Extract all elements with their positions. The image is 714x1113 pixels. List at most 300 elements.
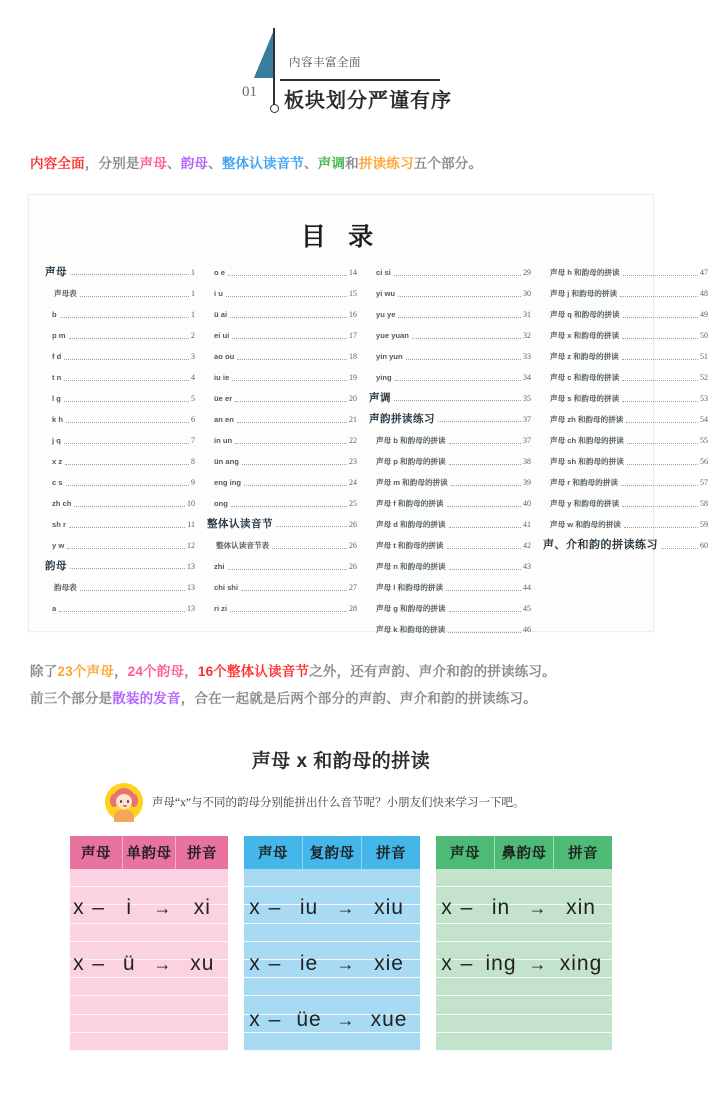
toc-leader-dots — [67, 548, 185, 549]
toc-entry-label: sh r — [52, 520, 66, 529]
toc-column — [363, 257, 537, 635]
toc-entry-page: 38 — [523, 457, 531, 466]
toc-leader-dots — [621, 485, 698, 486]
toc-entry[interactable] — [369, 551, 531, 572]
toc-entry[interactable] — [45, 446, 195, 467]
arrow-icon: → — [528, 897, 548, 918]
toc-entry[interactable] — [369, 509, 531, 530]
flagpole-decoration — [273, 28, 275, 106]
toc-leader-dots — [244, 485, 347, 486]
toc-entry-page: 13 — [187, 562, 195, 571]
lesson-question-text: 声母“x”与不同的韵母分别能拼出什么音节呢？小朋友们快来学习一下吧。 — [152, 797, 525, 809]
toc-entry-page: 19 — [349, 373, 357, 382]
toc-leader-dots — [70, 568, 185, 569]
table-header-cell: 拼音 — [361, 836, 420, 869]
toc-entry[interactable] — [369, 446, 531, 467]
toc-entry[interactable] — [45, 383, 195, 404]
toc-entry[interactable] — [369, 530, 531, 551]
toc-entry-label: 声母 zh 和韵母的拼读 — [550, 415, 624, 424]
arrow-icon: → — [153, 897, 173, 918]
toc-leader-dots — [626, 422, 698, 423]
toc-entry-page: 15 — [349, 289, 357, 298]
table-header-cell: 拼音 — [175, 836, 228, 869]
toc-entry-label: 声母 p 和韵母的拼读 — [376, 457, 446, 466]
toc-entry[interactable] — [207, 446, 357, 467]
toc-entry-label: a — [52, 604, 57, 613]
toc-entry[interactable] — [543, 404, 708, 425]
intro-part-7: 整体认读音节 — [221, 156, 305, 171]
intro-part-12: 五个部分。 — [413, 156, 483, 171]
table-row — [436, 936, 612, 992]
mid-2b: 散装的发音 — [112, 691, 181, 706]
toc-leader-dots — [64, 380, 189, 381]
mid-1g: 之外，还有声韵、声介和韵的拼读练习。 — [309, 664, 556, 679]
toc-entry-label: ün ang — [214, 457, 239, 466]
toc-entry-label: 声母 x 和韵母的拼读 — [550, 331, 620, 340]
toc-entry[interactable] — [207, 341, 357, 362]
table-row — [70, 880, 228, 936]
toc-entry-label: ei ui — [214, 331, 230, 340]
toc-entry-label: yi wu — [376, 289, 395, 298]
toc-entry[interactable] — [543, 446, 708, 467]
toc-leader-dots — [69, 338, 189, 339]
toc-entry-label: ri zi — [214, 604, 228, 613]
toc-entry-page: 1 — [191, 268, 195, 277]
pinyin-result: xue — [370, 1008, 408, 1031]
toc-entry-page: 45 — [523, 604, 531, 613]
toc-leader-dots — [449, 611, 521, 612]
table-row — [244, 936, 420, 992]
toc-column — [39, 257, 201, 635]
toc-entry-label: 声母 b 和韵母的拼读 — [376, 436, 446, 445]
toc-leader-dots — [622, 506, 698, 507]
toc-entry[interactable] — [45, 362, 195, 383]
intro-part-2: ，分别是 — [84, 156, 140, 171]
toc-entry[interactable] — [369, 278, 531, 299]
intro-paragraph — [30, 152, 682, 172]
toc-entry[interactable] — [45, 425, 195, 446]
toc-entry[interactable] — [207, 467, 357, 488]
pinyin-initial: x — [73, 952, 85, 975]
toc-entry-page: 26 — [349, 520, 357, 529]
toc-entry[interactable] — [543, 257, 708, 278]
toc-entry-label: y w — [52, 541, 65, 550]
toc-entry[interactable] — [45, 278, 195, 299]
toc-entry[interactable] — [45, 593, 195, 614]
toc-entry-page: 50 — [700, 331, 708, 340]
toc-entry-label: ao ou — [214, 352, 235, 361]
toc-entry[interactable] — [45, 572, 195, 593]
toc-leader-dots — [661, 548, 698, 549]
toc-entry-label: 韵母表 — [54, 583, 77, 592]
toc-leader-dots — [620, 296, 698, 297]
toc-entry-page: 2 — [191, 331, 195, 340]
toc-entry-page: 35 — [523, 394, 531, 403]
toc-leader-dots — [449, 464, 521, 465]
table-header-row — [436, 836, 612, 869]
toc-entry[interactable] — [369, 488, 531, 509]
toc-entry[interactable] — [207, 299, 357, 320]
toc-entry[interactable] — [369, 362, 531, 383]
toc-entry-page: 21 — [349, 415, 357, 424]
toc-entry-label: yue yuan — [376, 331, 409, 340]
pinyin-final: ie — [299, 952, 319, 975]
toc-entry[interactable] — [369, 593, 531, 614]
toc-entry-label: o e — [214, 268, 225, 277]
dash-symbol: – — [268, 952, 282, 975]
toc-leader-dots — [228, 275, 347, 276]
toc-leader-dots — [64, 401, 189, 402]
toc-entry-label: yin yun — [376, 352, 403, 361]
toc-entry-label: 声母 c 和韵母的拼读 — [550, 373, 620, 382]
toc-entry-label: 声母 m 和韵母的拼读 — [376, 478, 448, 487]
pinyin-result: xi — [193, 896, 211, 919]
header-title: 板块划分严谨有序 — [284, 90, 452, 112]
toc-leader-dots — [622, 338, 698, 339]
toc-entry[interactable] — [207, 257, 357, 278]
intro-part-9: 声调 — [317, 156, 346, 171]
toc-entry-label: 声母 k 和韵母的拼读 — [376, 625, 446, 634]
dash-symbol: – — [92, 896, 105, 919]
toc-entry[interactable] — [207, 404, 357, 425]
toc-entry-label: 声调 — [369, 392, 391, 404]
pinyin-final: üe — [296, 1008, 322, 1031]
toc-entry[interactable] — [543, 530, 708, 551]
toc-leader-dots — [449, 569, 521, 570]
table-header-cell: 声母 — [450, 846, 480, 862]
toc-entry-label: 声母 t 和韵母的拼读 — [376, 541, 444, 550]
toc-leader-dots — [66, 485, 189, 486]
toc-entry-page: 49 — [700, 310, 708, 319]
toc-entry-label: t n — [52, 373, 62, 382]
toc-entry[interactable] — [543, 341, 708, 362]
toc-title: 目 录 — [300, 224, 382, 251]
toc-entry-label: chi shi — [214, 583, 239, 592]
toc-leader-dots — [230, 317, 347, 318]
intro-part-1: 内容全面 — [30, 156, 85, 171]
dash-symbol: – — [460, 952, 474, 975]
toc-entry-label: 声韵拼读练习 — [369, 413, 435, 425]
header-section-number: 01 — [242, 84, 257, 100]
toc-entry-page: 59 — [700, 520, 708, 529]
toc-entry-label: 声母 n 和韵母的拼读 — [376, 562, 446, 571]
toc-entry-label: 声母 z 和韵母的拼读 — [550, 352, 619, 361]
toc-entry-page: 33 — [523, 352, 531, 361]
toc-entry[interactable] — [45, 341, 195, 362]
toc-leader-dots — [627, 464, 698, 465]
toc-entry-page: 26 — [349, 562, 357, 571]
toc-leader-dots — [64, 443, 189, 444]
toc-entry-label: j q — [52, 436, 61, 445]
toc-entry[interactable] — [207, 551, 357, 572]
toc-leader-dots — [449, 443, 521, 444]
toc-entry[interactable] — [45, 509, 195, 530]
toc-entry[interactable] — [543, 467, 708, 488]
toc-entry-page: 47 — [700, 268, 708, 277]
toc-entry[interactable] — [45, 299, 195, 320]
toc-entry[interactable] — [207, 278, 357, 299]
dash-symbol: – — [268, 896, 282, 919]
toc-entry[interactable] — [369, 404, 531, 425]
toc-entry-label: 声母 h 和韵母的拼读 — [550, 268, 620, 277]
toc-leader-dots — [446, 590, 521, 591]
toc-leader-dots — [406, 359, 521, 360]
toc-entry[interactable] — [543, 509, 708, 530]
toc-entry[interactable] — [369, 320, 531, 341]
intro-part-11: 拼读练习 — [358, 156, 414, 171]
toc-entry-page: 46 — [523, 625, 531, 634]
toc-leader-dots — [624, 527, 698, 528]
toc-leader-dots — [627, 443, 698, 444]
toc-leader-dots — [272, 548, 347, 549]
toc-entry-page: 42 — [523, 541, 531, 550]
toc-entry-page: 37 — [523, 415, 531, 424]
toc-entry-page: 12 — [187, 541, 195, 550]
toc-leader-dots — [622, 380, 698, 381]
toc-leader-dots — [449, 527, 521, 528]
toc-entry[interactable] — [207, 530, 357, 551]
toc-entry[interactable] — [369, 467, 531, 488]
toc-leader-dots — [74, 506, 185, 507]
pinyin-result: xie — [374, 952, 404, 975]
toc-entry[interactable] — [45, 488, 195, 509]
table-header-row — [70, 836, 228, 869]
toc-columns — [29, 257, 708, 635]
pinyin-final: i — [126, 896, 133, 919]
toc-entry[interactable] — [543, 425, 708, 446]
toc-entry-label: 声母 g 和韵母的拼读 — [376, 604, 446, 613]
toc-entry-label: 声母 d 和韵母的拼读 — [376, 520, 446, 529]
toc-entry[interactable] — [207, 593, 357, 614]
toc-leader-dots — [448, 632, 521, 633]
header-divider — [280, 79, 440, 81]
table-header-cell: 复韵母 — [302, 836, 361, 869]
toc-entry[interactable] — [207, 488, 357, 509]
toc-entry-label: 声母表 — [54, 289, 77, 298]
flagpole-dot-decoration — [270, 104, 279, 113]
toc-leader-dots — [276, 526, 347, 527]
toc-entry[interactable] — [369, 299, 531, 320]
arrow-icon: → — [336, 953, 356, 974]
toc-entry-label: i u — [214, 289, 223, 298]
toc-leader-dots — [59, 611, 185, 612]
toc-leader-dots — [242, 464, 347, 465]
toc-entry-page: 5 — [191, 394, 195, 403]
toc-leader-dots — [447, 548, 522, 549]
toc-entry[interactable] — [543, 488, 708, 509]
toc-entry-page: 7 — [191, 436, 195, 445]
pinyin-result: xu — [190, 952, 215, 975]
toc-leader-dots — [623, 275, 698, 276]
toc-leader-dots — [398, 317, 521, 318]
toc-entry-label: eng ing — [214, 478, 241, 487]
table-rows — [436, 869, 612, 992]
pinyin-initial: x — [249, 1008, 261, 1031]
toc-entry[interactable] — [207, 362, 357, 383]
toc-entry-label: x z — [52, 457, 63, 466]
toc-entry-label: p m — [52, 331, 66, 340]
toc-entry-label: 整体认读音节表 — [216, 541, 270, 550]
toc-leader-dots — [231, 506, 347, 507]
lesson-question-row — [105, 783, 682, 821]
table-header-row — [244, 836, 420, 869]
toc-entry-label: 声母 l 和韵母的拼读 — [376, 583, 444, 592]
pinyin-table-blue — [244, 836, 420, 1051]
mid-2c: ，合在一起就是后两个部分的声韵、声介和韵的拼读练习。 — [180, 691, 537, 706]
toc-entry-page: 9 — [191, 478, 195, 487]
toc-entry-label: an en — [214, 415, 234, 424]
toc-leader-dots — [80, 590, 185, 591]
toc-entry-page: 48 — [700, 289, 708, 298]
toc-entry-page: 3 — [191, 352, 195, 361]
toc-entry-page: 41 — [523, 520, 531, 529]
toc-entry[interactable] — [45, 530, 195, 551]
dash-symbol: – — [268, 1008, 282, 1031]
mid-1c: ， — [113, 664, 128, 679]
toc-entry[interactable] — [45, 467, 195, 488]
toc-entry[interactable] — [45, 404, 195, 425]
toc-entry[interactable] — [543, 278, 708, 299]
toc-entry[interactable] — [207, 320, 357, 341]
toc-entry-label: zh ch — [52, 499, 72, 508]
mid-line-1 — [30, 658, 682, 685]
toc-entry[interactable] — [207, 572, 357, 593]
toc-entry-label: iu ie — [214, 373, 230, 382]
toc-entry-page: 51 — [700, 352, 708, 361]
toc-entry-page: 53 — [700, 394, 708, 403]
toc-leader-dots — [622, 359, 698, 360]
toc-entry-page: 43 — [523, 562, 531, 571]
toc-entry-label: 声母 — [45, 266, 67, 278]
intro-part-3: 声母 — [139, 156, 168, 171]
toc-entry-label: ong — [214, 499, 228, 508]
toc-entry[interactable] — [207, 383, 357, 404]
toc-leader-dots — [398, 296, 521, 297]
toc-entry-page: 27 — [349, 583, 357, 592]
toc-leader-dots — [622, 401, 698, 402]
toc-entry[interactable] — [543, 299, 708, 320]
toc-leader-dots — [438, 421, 521, 422]
toc-entry-page: 18 — [349, 352, 357, 361]
toc-entry[interactable] — [369, 572, 531, 593]
toc-entry[interactable] — [543, 362, 708, 383]
toc-leader-dots — [451, 485, 521, 486]
pinyin-initial: x — [249, 896, 261, 919]
intro-part-6: 、 — [208, 156, 222, 171]
toc-entry-page: 8 — [191, 457, 195, 466]
toc-leader-dots — [226, 296, 347, 297]
pinyin-initial: x — [441, 952, 453, 975]
header-banner — [236, 22, 452, 122]
toc-entry[interactable] — [207, 425, 357, 446]
toc-entry[interactable] — [207, 509, 357, 530]
toc-entry-label: 声母 y 和韵母的拼读 — [550, 499, 620, 508]
toc-entry[interactable] — [543, 383, 708, 404]
toc-entry-page: 52 — [700, 373, 708, 382]
toc-column — [201, 257, 363, 635]
toc-leader-dots — [412, 338, 521, 339]
toc-entry-label: zhi — [214, 562, 225, 571]
toc-entry[interactable] — [543, 320, 708, 341]
intro-part-8: 、 — [304, 156, 318, 171]
pinyin-final: ü — [122, 952, 136, 975]
toc-entry-page: 24 — [349, 478, 357, 487]
table-header-cell: 鼻韵母 — [494, 836, 553, 869]
toc-entry-label: 声母 q 和韵母的拼读 — [550, 310, 620, 319]
toc-entry-page: 32 — [523, 331, 531, 340]
toc-entry-page: 57 — [700, 478, 708, 487]
toc-entry-label: ü ai — [214, 310, 228, 319]
toc-leader-dots — [241, 590, 347, 591]
toc-entry[interactable] — [45, 320, 195, 341]
toc-entry-page: 37 — [523, 436, 531, 445]
intro-part-10: 和 — [345, 156, 359, 171]
table-body — [70, 869, 228, 1051]
toc-entry-page: 31 — [523, 310, 531, 319]
toc-leader-dots — [66, 422, 189, 423]
pinyin-initial: x — [441, 896, 453, 919]
toc-entry-page: 1 — [191, 289, 195, 298]
toc-entry-page: 4 — [191, 373, 195, 382]
flag-icon — [254, 30, 274, 78]
toc-entry-page: 11 — [187, 520, 195, 529]
table-rows — [70, 869, 228, 992]
pinyin-final: iu — [299, 896, 319, 919]
toc-entry[interactable] — [369, 257, 531, 278]
toc-entry-label: 整体认读音节 — [207, 518, 273, 530]
toc-entry-page: 20 — [349, 394, 357, 403]
toc-entry-label: 声母 r 和韵母的拼读 — [550, 478, 618, 487]
toc-entry[interactable] — [45, 257, 195, 278]
toc-entry-label: 声母 s 和韵母的拼读 — [550, 394, 620, 403]
table-header-cell: 拼音 — [553, 836, 612, 869]
intro-part-4: 、 — [167, 156, 181, 171]
toc-entry[interactable] — [369, 341, 531, 362]
pinyin-final: ing — [485, 952, 517, 975]
pinyin-initial: x — [73, 896, 85, 919]
toc-entry-label: f d — [52, 352, 62, 361]
pinyin-tables — [0, 836, 682, 1051]
toc-entry-page: 55 — [700, 436, 708, 445]
toc-entry-page: 40 — [523, 499, 531, 508]
toc-entry[interactable] — [369, 425, 531, 446]
toc-entry-page: 6 — [191, 415, 195, 424]
toc-entry[interactable] — [45, 551, 195, 572]
toc-entry-page: 60 — [700, 541, 708, 550]
dash-symbol: – — [92, 952, 105, 975]
toc-entry[interactable] — [369, 383, 531, 404]
girl-avatar-icon — [105, 783, 143, 821]
pinyin-table-green — [436, 836, 612, 1051]
toc-entry-label: 声母 sh 和韵母的拼读 — [550, 457, 624, 466]
mid-1f: 16个整体认读音节 — [197, 664, 310, 679]
table-row — [244, 880, 420, 936]
toc-leader-dots — [235, 443, 347, 444]
toc-entry-page: 13 — [187, 604, 195, 613]
toc-entry-label: 声母 f 和韵母的拼读 — [376, 499, 444, 508]
toc-entry-page: 58 — [700, 499, 708, 508]
toc-entry-page: 10 — [187, 499, 195, 508]
toc-entry-page: 30 — [523, 289, 531, 298]
toc-leader-dots — [65, 464, 189, 465]
toc-leader-dots — [230, 611, 347, 612]
toc-leader-dots — [394, 400, 521, 401]
arrow-icon: → — [528, 953, 548, 974]
arrow-icon: → — [153, 953, 173, 974]
toc-entry[interactable] — [369, 614, 531, 635]
toc-entry-label: 声母 j 和韵母的拼读 — [550, 289, 618, 298]
toc-entry-page: 13 — [187, 583, 195, 592]
